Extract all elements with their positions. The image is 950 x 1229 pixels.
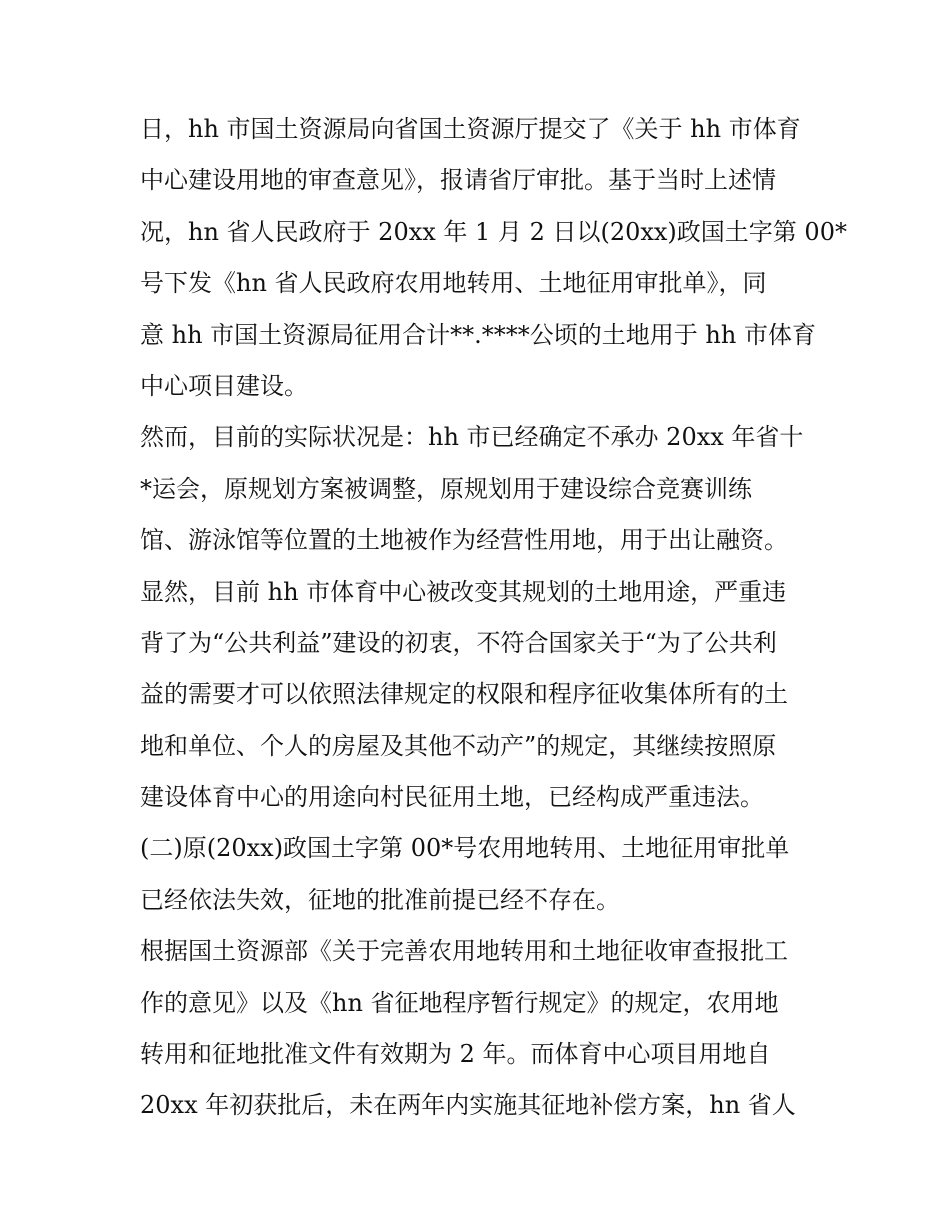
document-body <box>140 104 847 1132</box>
text-line-16: 已经依法失效，征地的批准前提已经不存在。 <box>140 885 620 914</box>
text-line-8: *运会，原规划方案被调整，原规划用于建设综合竞赛训练 <box>140 474 752 503</box>
text-line-11: 背了为“公共利益”建设的初衷，不符合国家关于“为了公共利 <box>140 628 777 657</box>
text-line-15: (二)原(20xx)政国土字第 00*号农用地转用、土地征用审批单 <box>140 834 790 863</box>
text-line-5: 意 hh 市国土资源局征用合计**.****公顷的土地用于 hh 市体育 <box>140 320 816 349</box>
text-line-14: 建设体育中心的用途向村民征用土地，已经构成严重违法。 <box>140 783 764 812</box>
text-line-20: 20xx 年初获批后，未在两年内实施其征地补偿方案，hn 省人 <box>140 1091 796 1120</box>
text-line-4: 号下发《hn 省人民政府农用地转用、土地征用审批单》，同 <box>140 269 767 298</box>
text-line-3: 况，hn 省人民政府于 20xx 年 1 月 2 日以(20xx)政国土字第 00* <box>140 217 847 246</box>
text-line-9: 馆、游泳馆等位置的土地被作为经营性用地，用于出让融资。 <box>140 526 788 555</box>
text-line-7: 然而，目前的实际状况是：hh 市已经确定不承办 20xx 年省十 <box>140 423 804 452</box>
text-line-6: 中心项目建设。 <box>140 371 308 400</box>
text-line-18: 作的意见》以及《hn 省征地程序暂行规定》的规定，农用地 <box>140 988 779 1017</box>
text-line-19: 转用和征地批准文件有效期为 2 年。而体育中心项目用地自 <box>140 1040 771 1069</box>
text-line-13: 地和单位、个人的房屋及其他不动产”的规定，其继续按照原 <box>140 731 777 760</box>
text-line-1: 日，hh 市国土资源局向省国土资源厅提交了《关于 hh 市体育 <box>140 115 801 143</box>
text-line-10: 显然，目前 hh 市体育中心被改变其规划的土地用途，严重违 <box>140 577 787 606</box>
text-line-17: 根据国土资源部《关于完善农用地转用和土地征收审查报批工 <box>140 937 788 966</box>
text-line-2: 中心建设用地的审查意见》，报请省厅审批。基于当时上述情 <box>140 166 776 195</box>
text-line-12: 益的需要才可以依照法律规定的权限和程序征收集体所有的土 <box>140 680 788 709</box>
